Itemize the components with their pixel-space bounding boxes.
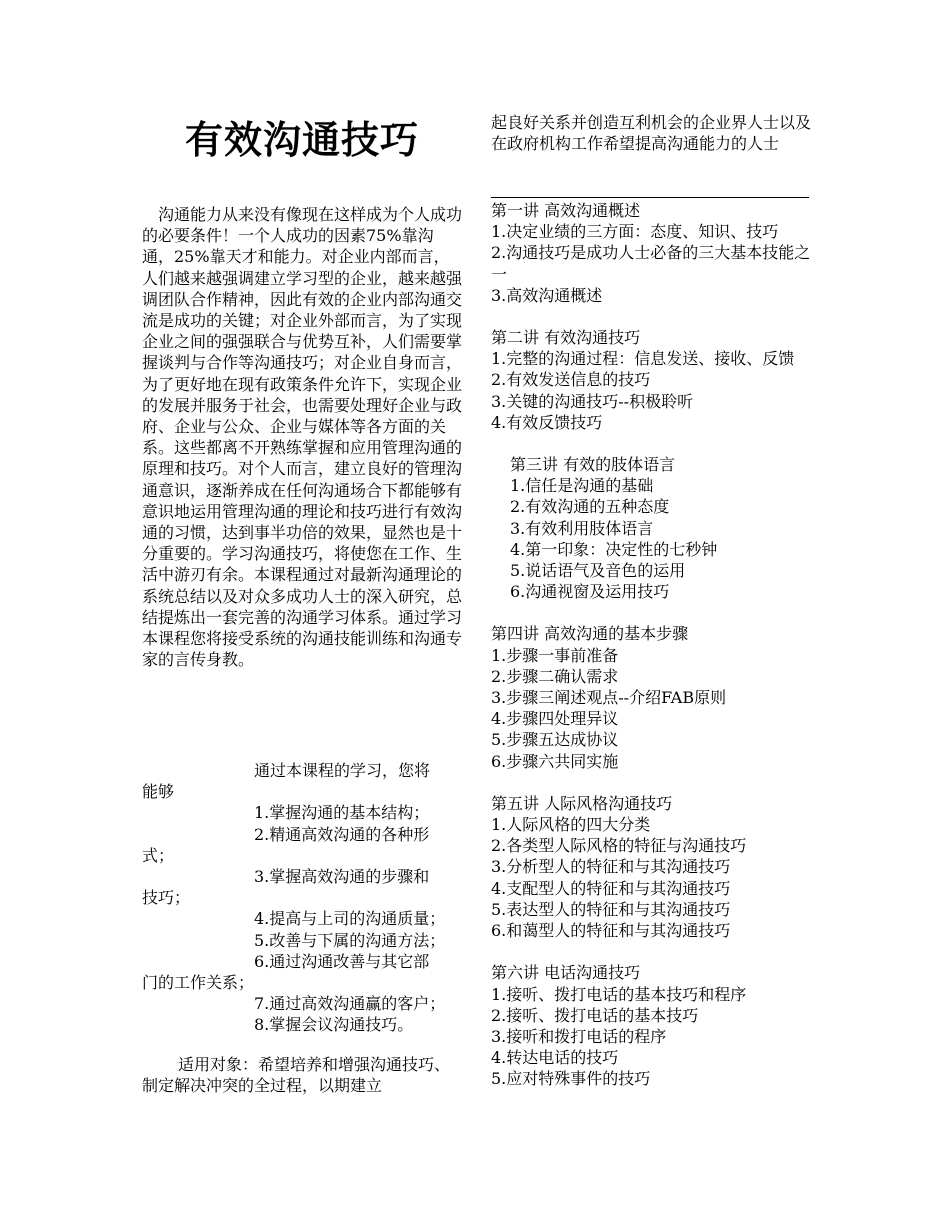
lecture-item: 2.各类型人际风格的特征与沟通技巧 [491,836,747,856]
lecture-item: 4.步骤四处理异议 [491,709,619,729]
objective-item: 5.改善与下属的沟通方法； [254,930,446,950]
lecture-item: 4.支配型人的特征和与其沟通技巧 [491,878,731,898]
lecture-title: 第五讲 人际风格沟通技巧 [491,793,673,813]
lecture-item: 1.决定业绩的三方面：态度、知识、技巧 [491,222,779,242]
lecture-item: 5.步骤五达成协议 [491,730,619,750]
lecture-section [491,327,813,433]
objective-item: 4.提高与上司的沟通质量； [254,909,446,929]
objectives-lead-cont: 能够 [142,782,175,802]
objectives-block [142,760,462,1036]
lecture-section [491,200,813,306]
lecture-item: 6.沟通视窗及运用技巧 [510,582,670,602]
lecture-item: 3.高效沟通概述 [491,285,603,305]
objective-item: 1.掌握沟通的基本结构； [254,803,430,823]
lecture-item: 2.有效沟通的五种态度 [510,497,670,517]
audience-paragraph [142,1054,462,1096]
lecture-item: 3.步骤三阐述观点--介绍FAB原则 [491,688,727,708]
lecture-section [491,454,813,602]
lecture-item: 1.人际风格的四大分类 [491,815,651,835]
course-outline [491,200,813,1111]
lecture-item: 1.完整的沟通过程：信息发送、接收、反馈 [491,349,795,369]
lecture-item: 4.第一印象：决定性的七秒钟 [510,539,718,559]
lecture-item: 5.表达型人的特征和与其沟通技巧 [491,899,731,919]
document-title: 有效沟通技巧 [184,118,419,162]
lecture-item: 5.说话语气及音色的运用 [510,561,686,581]
objectives-lead: 通过本课程的学习，您将 [254,761,431,780]
lecture-title: 第一讲 高效沟通概述 [491,201,641,220]
lecture-item: 3.分析型人的特征和与其沟通技巧 [491,857,731,877]
lecture-item: 1.信任是沟通的基础 [510,476,654,496]
objective-item: 3.掌握高效沟通的步骤和 [254,867,430,887]
lecture-section [491,962,813,1089]
lecture-item: 3.接听和拨打电话的程序 [491,1026,667,1046]
lecture-title: 第二讲 有效沟通技巧 [491,328,641,348]
lecture-item: 1.步骤一事前准备 [491,645,619,665]
objective-item-cont: 门的工作关系； [142,973,255,993]
lecture-item: 2.接听、拨打电话的基本技巧 [491,1005,699,1025]
lecture-item: 3.有效利用肢体语言 [510,518,654,538]
audience-text: 适用对象：希望培养和增强沟通技巧、制定解决冲突的全过程，以期建立 [142,1055,451,1096]
divider-line [491,197,809,198]
lecture-title: 第四讲 高效沟通的基本步骤 [491,624,689,644]
lecture-item: 4.有效反馈技巧 [491,412,603,432]
lecture-title: 第六讲 电话沟通技巧 [491,963,641,983]
objective-item: 7.通过高效沟通赢的客户； [254,994,446,1014]
lecture-section [491,623,813,771]
lecture-title: 第三讲 有效的肢体语言 [510,455,676,475]
intro-paragraph: 沟通能力从来没有像现在这样成为个人成功的必要条件！一个人成功的因素75%靠沟通，25%靠天才和能力。对企业内部而言，人们越来越强调建立学习型的企业，越来越强调团队合作精神，因此有效的企业内部沟通交流是成功的关键；对企业外部而言，为了实现企业之间的强强联合与优势互补，人们需要掌握谈判与合作等沟通技巧；对企业自身而言，为了更好地在现有政策条件允许下，实现企业的发展并服务于社会，也需要处理好企业与政府、企业与公众、企业与媒体等各方面的关系。这些都离不开熟练掌握和应用管理沟通的原理和技巧。对个人而言，建立良好的管理沟通意识，逐渐养成在任何沟通场合下都能够有意识地运用管理沟通的理论和技巧进行有效沟通的习惯，达到事半功倍的效果，显然也是十分重要的。学习沟通技巧，将使您在工作、生活中游刃有余。本课程通过对最新沟通理论的系统总结以及对众多成功人士的深入研究，总结提炼出一套完善的沟通学习体系。通过学习本课程您将接受系统的沟通技能训练和沟通专家的言传身教。 [142,205,463,670]
objective-item: 8.掌握会议沟通技巧。 [254,1015,414,1035]
lecture-item: 2.有效发送信息的技巧 [491,370,651,390]
lecture-item: 1.接听、拨打电话的基本技巧和程序 [491,984,747,1004]
objectives-list [142,802,462,1035]
objective-item: 6.通过沟通改善与其它部 [254,951,430,971]
lecture-section [491,793,813,941]
lecture-item: 5.应对特殊事件的技巧 [491,1069,651,1089]
objective-item: 2.精通高效沟通的各种形 [254,824,430,844]
lecture-item: 2.沟通技巧是成功人士必备的三大基本技能之一 [491,243,811,284]
lecture-item: 6.步骤六共同实施 [491,751,619,771]
objective-item-cont: 技巧； [142,888,191,908]
lecture-item: 3.关键的沟通技巧--积极聆听 [491,391,694,411]
audience-continuation: 起良好关系并创造互利机会的企业界人士以及在政府机构工作希望提高沟通能力的人士 [491,113,812,154]
lecture-item: 6.和蔼型人的特征和与其沟通技巧 [491,921,731,941]
objective-item-cont: 式； [142,845,175,865]
lecture-item: 2.步骤二确认需求 [491,666,619,686]
lecture-item: 4.转达电话的技巧 [491,1048,619,1068]
